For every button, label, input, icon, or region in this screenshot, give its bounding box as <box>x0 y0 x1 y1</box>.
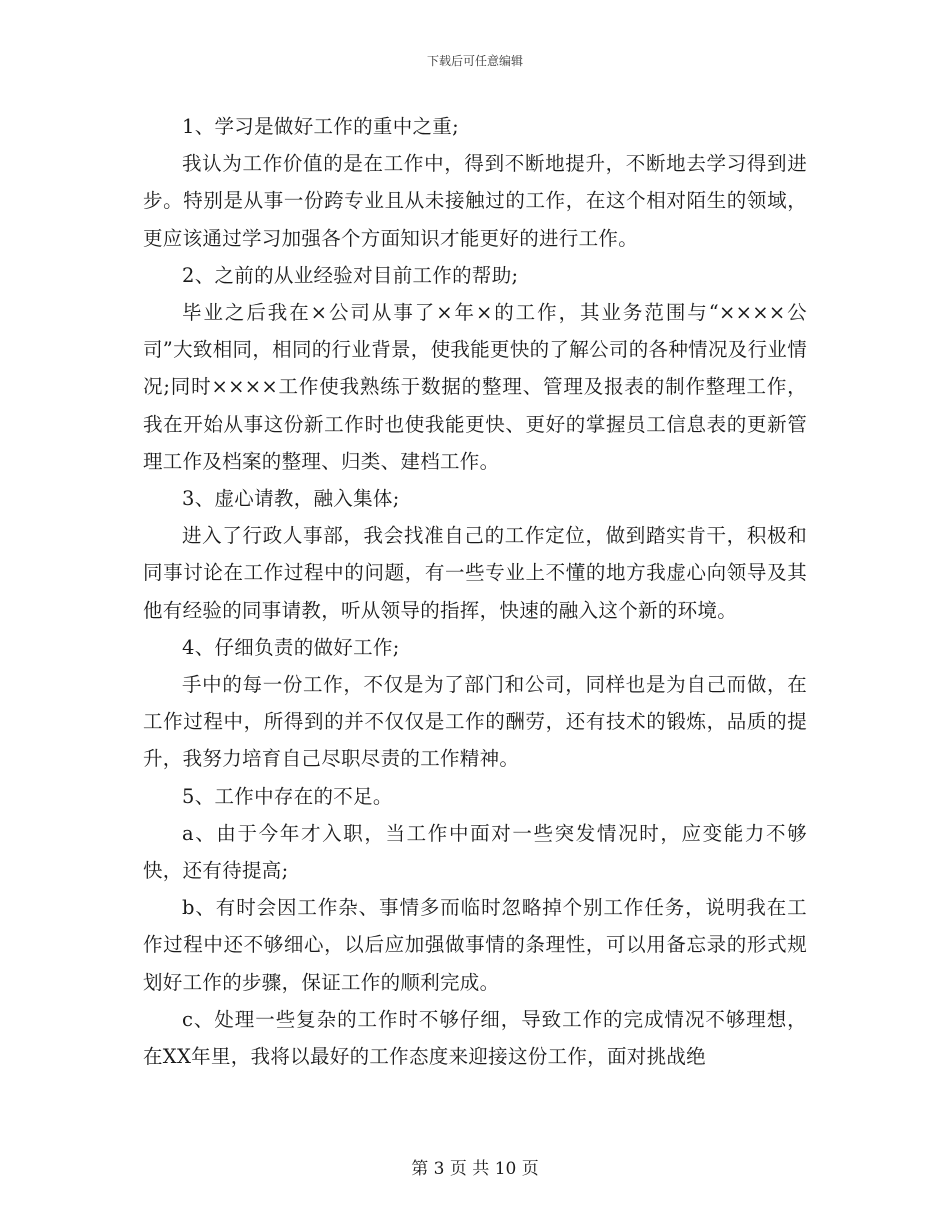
paragraph-body-3: 进入了行政人事部，我会找准自己的工作定位，做到踏实肯干，积极和同事讨论在工作过程中的问题，有一些专业上不懂的地方我虚心向领导及其他有经验的同事请教，听从领导的指挥，快速的融入这个新的环境。 <box>143 524 807 622</box>
page-number-footer: 第 3 页 共 10 页 <box>411 1159 539 1179</box>
paragraph-body-4: 手中的每一份工作，不仅是为了部门和公司，同样也是为自己而做，在工作过程中，所得到的并不仅仅是工作的酬劳，还有技术的锻炼，品质的提升，我努力培育自己尽职尽责的工作精神。 <box>143 673 807 771</box>
paragraph-item-c: c、处理一些复杂的工作时不够仔细，导致工作的完成情况不够理想，在XX年里，我将以最好的工作态度来迎接这份工作，面对挑战绝 <box>143 1007 807 1069</box>
paragraph-heading-1: 1、学习是做好工作的重中之重; <box>182 115 459 138</box>
paragraph-body-1: 我认为工作价值的是在工作中，得到不断地提升，不断地去学习得到进步。特别是从事一份跨专业且从未接触过的工作，在这个相对陌生的领域，更应该通过学习加强各个方面知识才能更好的进行工作。 <box>143 152 807 250</box>
paragraph-heading-3: 3、虚心请教，融入集体; <box>182 487 400 511</box>
paragraph-body-2: 毕业之后我在×公司从事了×年×的工作，其业务范围与“××××公司”大致相同，相同的行业背景，使我能更快的了解公司的各种情况及行业情况;同时××××工作使我熟练于数据的整理、管理及报表的制作整理工作，我在开始从事这份新工作时也使我能更快、更好的掌握员工信息表的更新管理工作及档案的整理、归类、建档工作。 <box>143 301 807 473</box>
paragraph-item-a: a、由于今年才入职，当工作中面对一些突发情况时，应变能力不够快，还有待提高; <box>143 821 807 883</box>
paragraph-item-b: b、有时会因工作杂、事情多而临时忽略掉个别工作任务，说明我在工作过程中还不够细心，以后应加强做事情的条理性，可以用备忘录的形式规划好工作的步骤，保证工作的顺利完成。 <box>143 896 807 994</box>
paragraph-heading-4: 4、仔细负责的做好工作; <box>182 635 400 659</box>
paragraph-heading-5: 5、工作中存在的不足。 <box>182 784 393 808</box>
paragraph-heading-2: 2、之前的从业经验对目前工作的帮助; <box>182 263 519 287</box>
page-header-note: 下载后可任意编辑 <box>426 54 523 68</box>
document-body <box>143 108 807 1075</box>
